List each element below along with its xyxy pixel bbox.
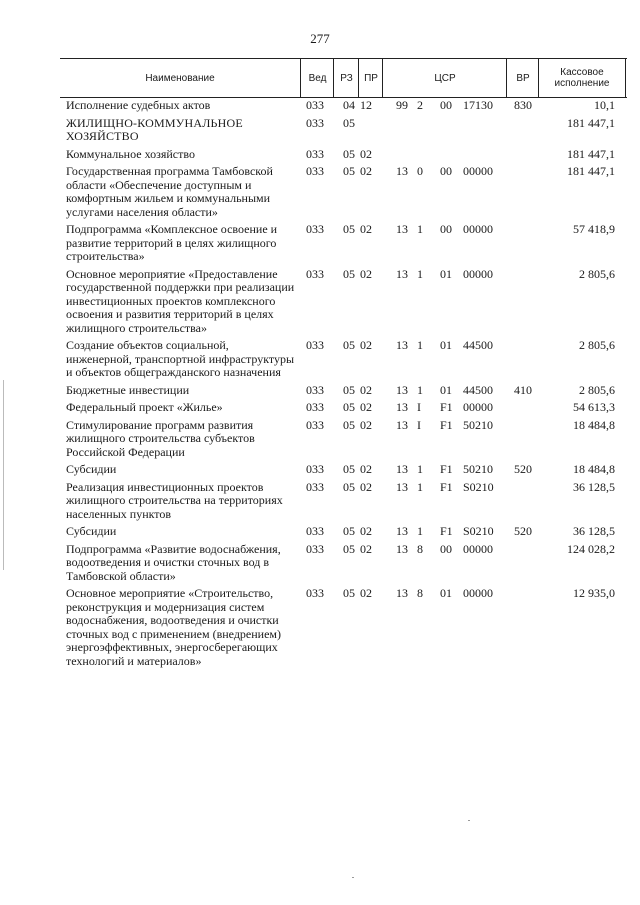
table-row [0, 165, 640, 223]
row-pr: 02 [360, 524, 372, 538]
row-ved: 033 [306, 524, 324, 538]
row-p4: 17130 [463, 98, 493, 112]
row-p3: F1 [440, 417, 453, 432]
row-p2: 1 [417, 382, 423, 397]
scan-edge-mark [3, 380, 4, 570]
page-number: 277 [310, 31, 330, 46]
row-p1: 13 [396, 222, 408, 236]
row-sum: 12 935,0 [573, 586, 615, 600]
row-sum: 18 484,8 [573, 462, 615, 476]
row-p1: 13 [396, 164, 408, 178]
row-ved: 033 [306, 146, 324, 161]
row-ved: 033 [306, 417, 324, 432]
row-pr: 02 [360, 462, 372, 476]
row-pr: 02 [360, 541, 372, 556]
row-rz: 05 [343, 266, 355, 281]
row-pr: 12 [360, 98, 372, 112]
row-sum: 2 805,6 [579, 382, 615, 397]
table-row [0, 384, 640, 402]
row-pr: 02 [360, 586, 372, 600]
row-p3: 01 [440, 266, 452, 281]
row-rz: 05 [343, 115, 355, 130]
row-rz: 05 [343, 586, 355, 600]
row-p1: 13 [396, 382, 408, 397]
header-sum: Кассовое исполнение [538, 59, 626, 97]
row-sum: 2 805,6 [579, 338, 615, 352]
row-name: Подпрограмма «Комплексное освоение и развитие территорий в целях жилищного строительства» [66, 222, 278, 263]
row-rz: 05 [343, 382, 355, 397]
row-rz: 05 [343, 462, 355, 476]
row-vr: 410 [514, 382, 532, 397]
row-p1: 13 [396, 462, 408, 476]
row-sum: 36 128,5 [573, 524, 615, 538]
table-body [0, 99, 640, 672]
row-p4: S0210 [463, 524, 494, 538]
table-row [0, 463, 640, 481]
row-pr: 02 [360, 338, 372, 352]
row-p2: 1 [417, 462, 423, 476]
row-p3: 00 [440, 541, 452, 556]
row-name: Субсидии [66, 524, 117, 538]
row-name: Федеральный проект «Жилье» [66, 400, 223, 414]
row-ved: 033 [306, 98, 324, 112]
table-row [0, 543, 640, 588]
row-p4: S0210 [463, 479, 494, 494]
table-row [0, 99, 640, 117]
row-p2: I [417, 400, 421, 414]
row-sum: 2 805,6 [579, 266, 615, 281]
row-p1: 13 [396, 338, 408, 352]
header-name: Наименование [145, 72, 215, 84]
row-ved: 033 [306, 222, 324, 236]
row-vr: 520 [514, 462, 532, 476]
row-p1: 13 [396, 417, 408, 432]
row-ved: 033 [306, 462, 324, 476]
header-pr: ПР [358, 59, 383, 97]
row-ved: 033 [306, 115, 324, 130]
row-ved: 033 [306, 338, 324, 352]
row-p2: I [417, 417, 421, 432]
row-p1: 13 [396, 400, 408, 414]
row-rz: 05 [343, 222, 355, 236]
row-p1: 13 [396, 266, 408, 281]
row-name: Подпрограмма «Развитие водоснабжения, водоотведения и очистки сточных вод в Тамбовской области» [66, 541, 281, 583]
row-ved: 033 [306, 400, 324, 414]
row-p2: 0 [417, 164, 423, 178]
row-p2: 1 [417, 266, 423, 281]
row-p3: 00 [440, 98, 452, 112]
table-row [0, 525, 640, 543]
row-name: Реализация инвестиционных проектов жилищного строительства на территориях населенных пунктов [66, 479, 283, 521]
row-name: Основное мероприятие «Предоставление государственной поддержки при реализации инвестиционных проектов комплексного освоения и развития территорий в целях жилищного строительства» [66, 266, 295, 335]
row-rz: 05 [343, 524, 355, 538]
row-p2: 1 [417, 524, 423, 538]
row-ved: 033 [306, 479, 324, 494]
table-row [0, 268, 640, 340]
row-p1: 99 [396, 98, 408, 112]
row-p3: 01 [440, 338, 452, 352]
row-rz: 05 [343, 400, 355, 414]
row-pr: 02 [360, 382, 372, 397]
table-row [0, 223, 640, 268]
row-p3: F1 [440, 462, 453, 476]
row-name: Государственная программа Тамбовской области «Обеспечение доступным и комфортным жильем и коммунальными услугами населения области» [66, 164, 273, 219]
row-p3: 00 [440, 222, 452, 236]
row-name: Создание объектов социальной, инженерной, транспортной инфраструктуры и объектов общегражданского назначения [66, 338, 295, 379]
table-row [0, 587, 640, 672]
row-name: Исполнение судебных актов [66, 98, 211, 112]
row-p3: 01 [440, 382, 452, 397]
row-p2: 1 [417, 479, 423, 494]
table-row [0, 419, 640, 464]
row-name: Основное мероприятие «Строительство, реконструкция и модернизация систем водоснабжения, водоотведения и очистки сточных вод с применением (внедрением) энергоэффективных, энергосберегающих технологий и материалов» [66, 586, 282, 668]
row-p4: 50210 [463, 417, 493, 432]
row-p2: 8 [417, 586, 423, 600]
header-ved: Вед [300, 59, 334, 97]
row-name: Стимулирование программ развития жилищного строительства субъектов Российской Федерации [66, 417, 255, 459]
row-ved: 033 [306, 266, 324, 281]
header-csr: ЦСР [382, 59, 507, 97]
row-p2: 1 [417, 338, 423, 352]
row-p2: 8 [417, 541, 423, 556]
row-sum: 36 128,5 [573, 479, 615, 494]
row-rz: 05 [343, 541, 355, 556]
row-sum: 18 484,8 [573, 417, 615, 432]
row-p2: 1 [417, 222, 423, 236]
row-p4: 44500 [463, 382, 493, 397]
row-ved: 033 [306, 382, 324, 397]
row-sum: 181 447,1 [567, 115, 615, 130]
row-name: Коммунальное хозяйство [66, 146, 195, 161]
row-ved: 033 [306, 164, 324, 178]
header-vr: ВР [506, 59, 539, 97]
row-p1: 13 [396, 541, 408, 556]
row-p3: 01 [440, 586, 452, 600]
row-pr: 02 [360, 146, 372, 161]
row-name: Субсидии [66, 462, 117, 476]
row-pr: 02 [360, 222, 372, 236]
table-header [60, 58, 627, 98]
row-pr: 02 [360, 417, 372, 432]
row-pr: 02 [360, 266, 372, 281]
row-p1: 13 [396, 586, 408, 600]
row-p3: F1 [440, 524, 453, 538]
row-rz: 05 [343, 479, 355, 494]
row-pr: 02 [360, 164, 372, 178]
row-pr: 02 [360, 479, 372, 494]
row-p4: 00000 [463, 222, 493, 236]
table-row [0, 481, 640, 526]
row-name: ЖИЛИЩНО-КОММУНАЛЬНОЕ ХОЗЯЙСТВО [66, 115, 243, 143]
row-p4: 44500 [463, 338, 493, 352]
row-ved: 033 [306, 541, 324, 556]
table-row [0, 117, 640, 148]
table-row [0, 401, 640, 419]
row-rz: 05 [343, 164, 355, 178]
row-sum: 181 447,1 [567, 164, 615, 178]
row-p4: 00000 [463, 586, 493, 600]
table-row [0, 148, 640, 166]
row-p4: 50210 [463, 462, 493, 476]
row-rz: 05 [343, 146, 355, 161]
row-vr: 830 [514, 98, 532, 112]
row-pr: 02 [360, 400, 372, 414]
row-ved: 033 [306, 586, 324, 600]
row-sum: 10,1 [594, 98, 615, 112]
row-p1: 13 [396, 479, 408, 494]
row-p3: 00 [440, 164, 452, 178]
row-sum: 181 447,1 [567, 146, 615, 161]
row-p4: 00000 [463, 541, 493, 556]
scan-speck [352, 877, 354, 878]
row-rz: 05 [343, 417, 355, 432]
row-p3: F1 [440, 479, 453, 494]
row-p4: 00000 [463, 266, 493, 281]
row-p3: F1 [440, 400, 453, 414]
row-sum: 124 028,2 [567, 541, 615, 556]
row-vr: 520 [514, 524, 532, 538]
row-sum: 54 613,3 [573, 400, 615, 414]
row-p4: 00000 [463, 164, 493, 178]
scan-speck [468, 820, 470, 821]
row-p4: 00000 [463, 400, 493, 414]
row-sum: 57 418,9 [573, 222, 615, 236]
header-rz: РЗ [333, 59, 359, 97]
row-p2: 2 [417, 98, 423, 112]
row-rz: 04 [343, 98, 355, 112]
row-p1: 13 [396, 524, 408, 538]
row-rz: 05 [343, 338, 355, 352]
table-row [0, 339, 640, 384]
row-name: Бюджетные инвестиции [66, 382, 190, 397]
